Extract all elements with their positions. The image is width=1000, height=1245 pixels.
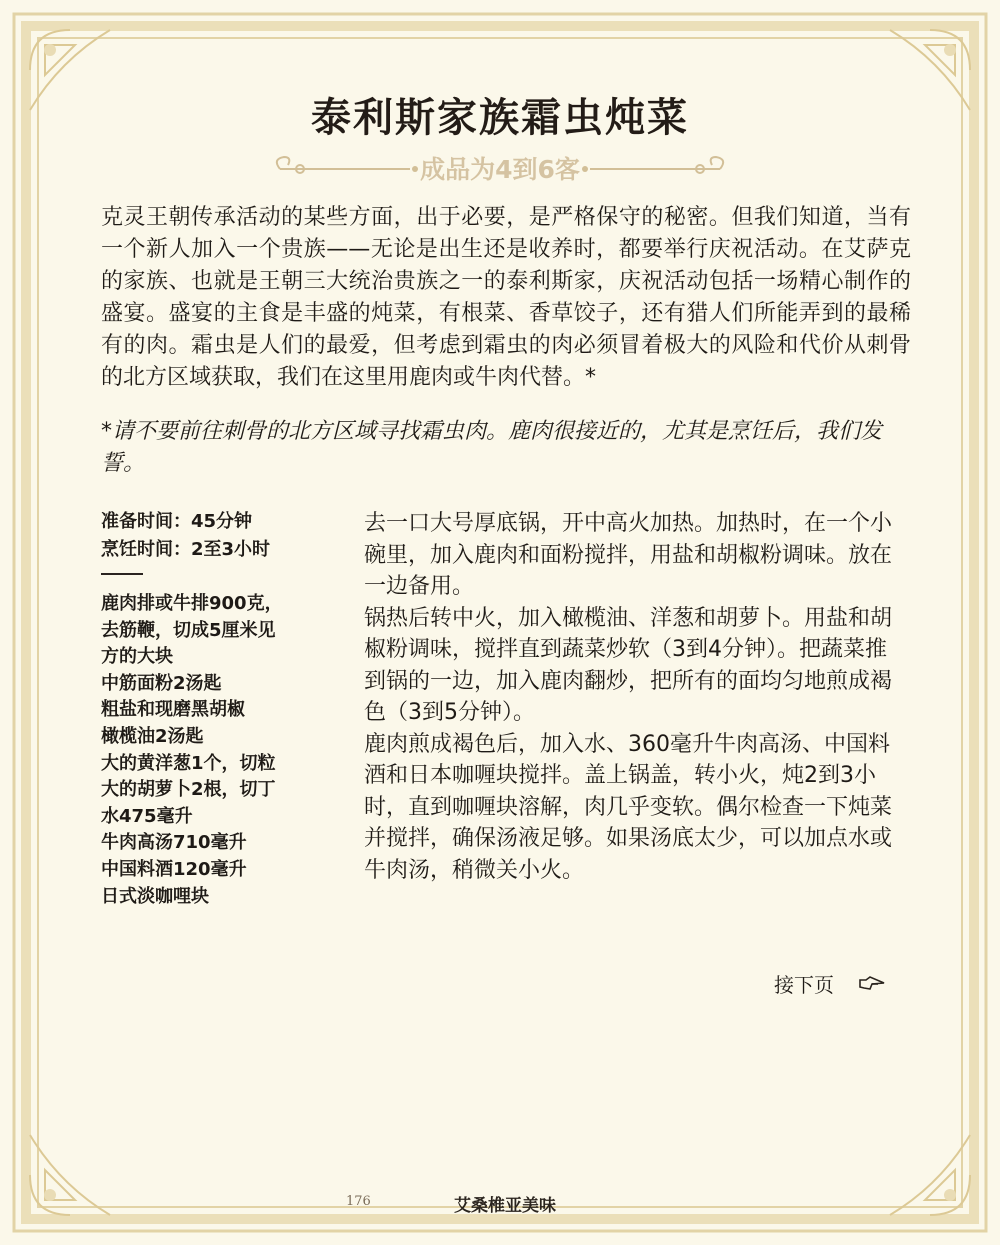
ingredient-list <box>101 591 321 910</box>
servings-label: 成品为4到6客 <box>420 155 580 184</box>
ingredient-line: 水475毫升 <box>101 805 193 827</box>
method-steps <box>364 508 894 886</box>
step-1: 去一口大号厚底锅，开中高火加热。加热时，在一个小碗里，加入鹿肉和面粉搅拌，用盐和胡椒粉调味。放在一边备用。 <box>364 511 893 599</box>
next-page-label: 接下页 <box>774 973 834 997</box>
ingredient-line: 大的黄洋葱1个，切粒 <box>101 752 276 774</box>
ingredient-line: 牛肉高汤710毫升 <box>101 832 247 854</box>
pointing-hand-icon <box>858 974 888 994</box>
book-title: 艾桑椎亚美味 <box>454 1196 556 1216</box>
ingredient-line: 中筋面粉2汤匙 <box>101 672 222 694</box>
ingredient-line: 日式淡咖哩块 <box>101 885 209 907</box>
servings-banner <box>270 150 730 186</box>
time-info <box>101 508 270 564</box>
intro-paragraph: 克灵王朝传承活动的某些方面，出于必要，是严格保守的秘密。但我们知道，当有一个新人加入一个贵族——无论是出生还是收养时，都要举行庆祝活动。在艾萨克的家族、也就是王朝三大统治贵族之一的泰利斯家，庆祝活动包括一场精心制作的盛宴。盛宴的主食是丰盛的炖菜，有根菜、香草饺子，还有猎人们所能弄到的最稀有的肉。霜虫是人们的最爱，但考虑到霜虫的肉必须冒着极大的风险和代价从刺骨的北方区域获取，我们在这里用鹿肉或牛肉代替。* <box>101 205 911 390</box>
recipe-title: 泰利斯家族霜虫炖菜 <box>311 95 689 141</box>
ingredient-line: 方的大块 <box>101 646 173 668</box>
step-3: 鹿肉煎成褐色后，加入水、360毫升牛肉高汤、中国料酒和日本咖喱块搅拌。盖上锅盖，转小火，炖2到3小时，直到咖喱块溶解，肉几乎变软。偶尔检查一下炖菜并搅拌，确保汤液足够。如果汤底太少，可以加点水或牛肉汤，稍微关小火。 <box>364 731 893 883</box>
ingredient-line: 鹿肉排或牛排900克， <box>101 593 283 614</box>
ingredient-line: 粗盐和现磨黑胡椒 <box>101 699 245 721</box>
ingredient-line: 橄榄油2汤匙 <box>101 725 204 747</box>
step-2: 锅热后转中火，加入橄榄油、洋葱和胡萝卜。用盐和胡椒粉调味，搅拌直到蔬菜炒软（3到4分钟）。把蔬菜推到锅的一边，加入鹿肉翻炒，把所有的面均匀地煎成褐色（3到5分钟）。 <box>364 605 893 725</box>
page-number: 176 <box>346 1194 371 1209</box>
cook-time: 烹饪时间：2至3小时 <box>101 539 271 560</box>
ingredient-line: 去筋鞭，切成5厘米见 <box>101 619 276 641</box>
prep-time: 准备时间：45分钟 <box>101 511 253 532</box>
divider <box>101 573 143 575</box>
ingredient-line: 大的胡萝卜2根，切丁 <box>101 779 276 801</box>
footnote: *请不要前往刺骨的北方区域寻找霜虫肉。鹿肉很接近的，尤其是烹饪后，我们发誓。 <box>101 419 883 476</box>
ingredient-line: 中国料酒120毫升 <box>101 858 247 880</box>
